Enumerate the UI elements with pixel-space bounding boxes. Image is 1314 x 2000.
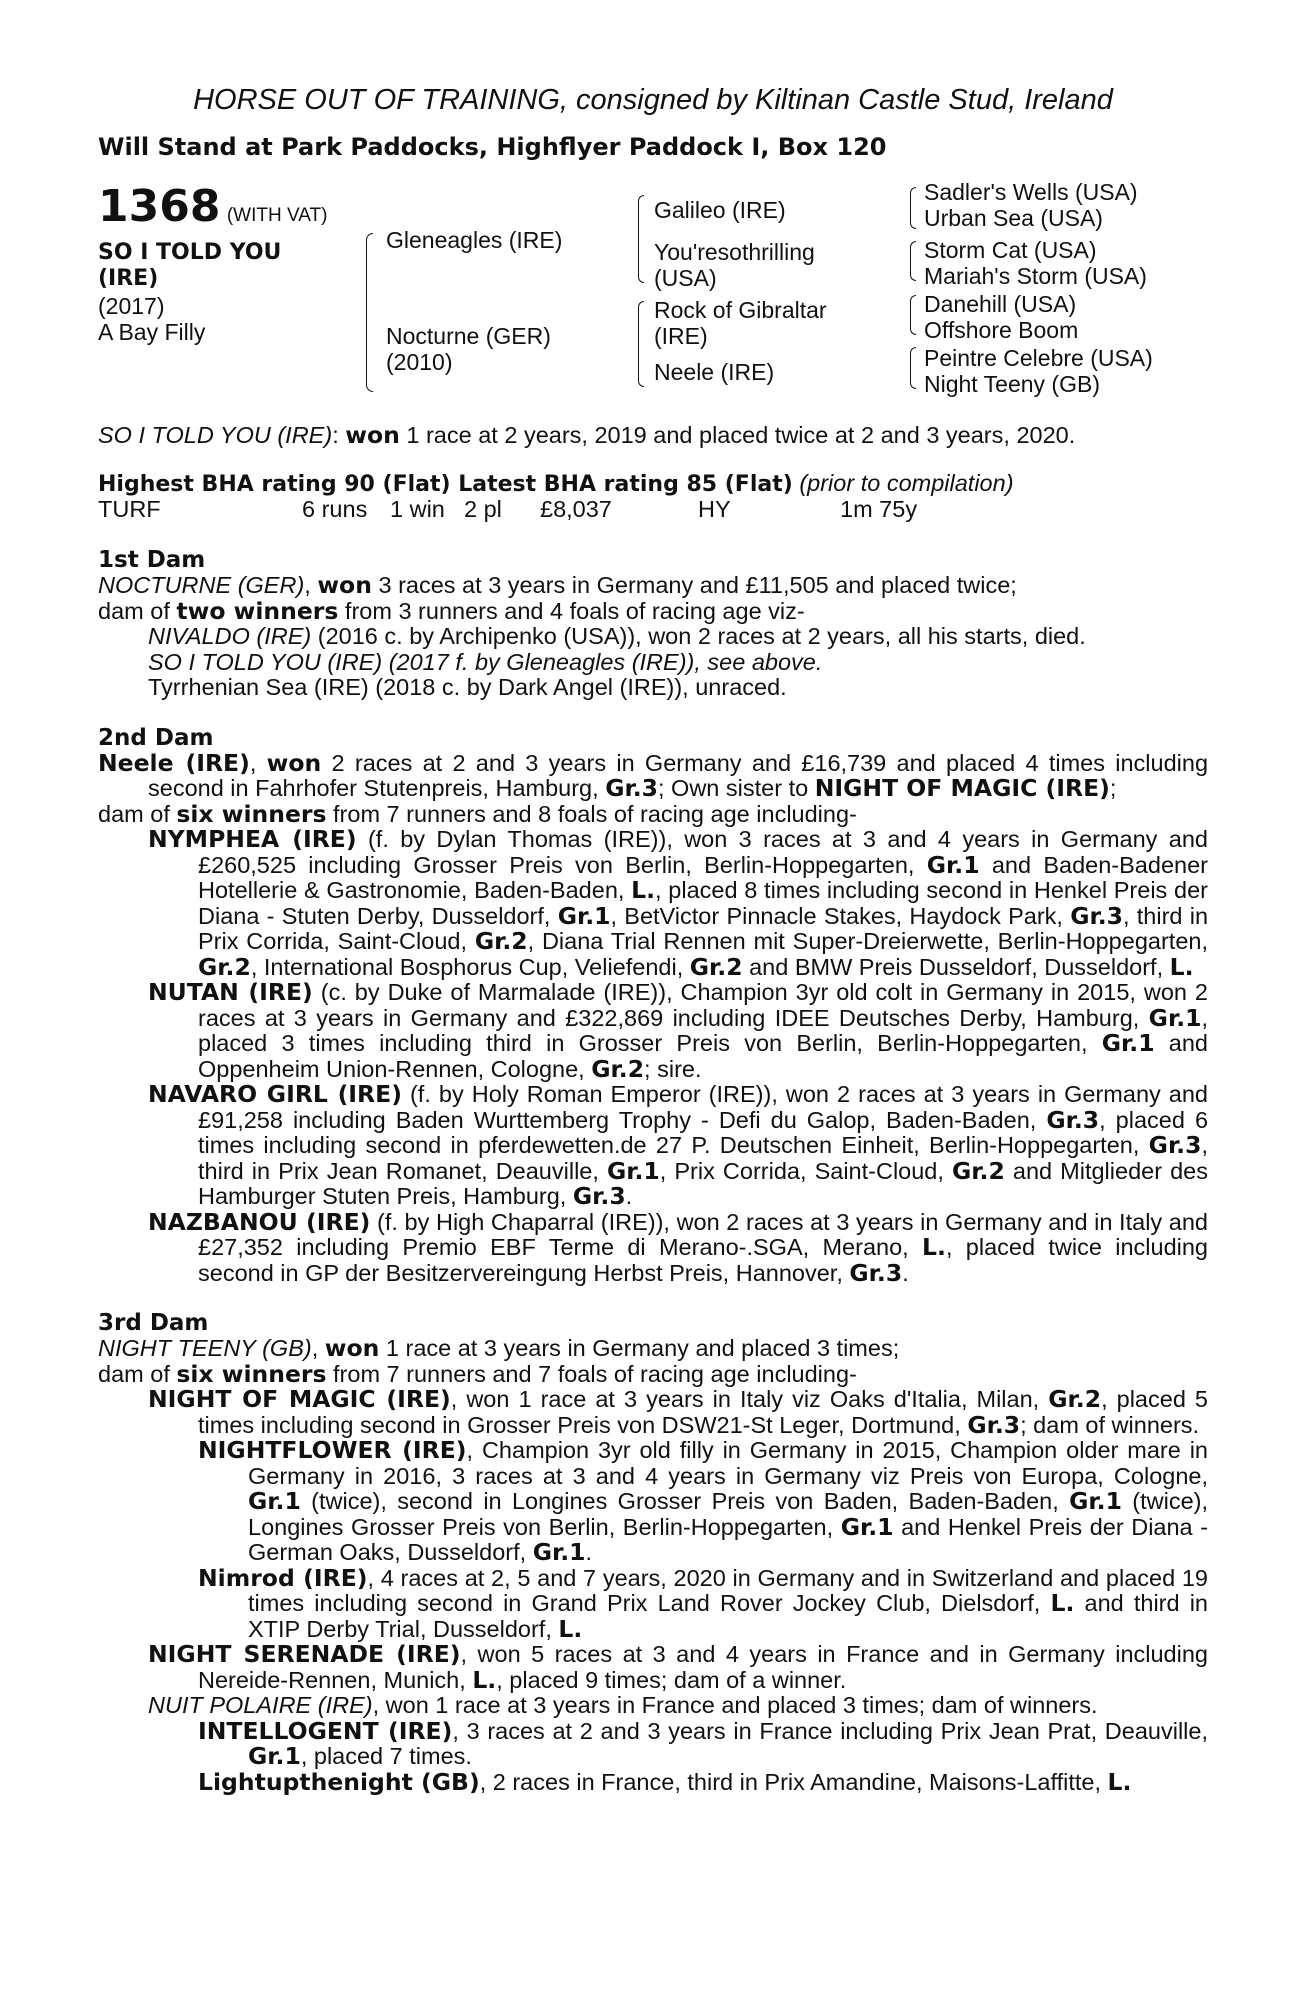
second-dam-record: Neele (IRE), won 2 races at 2 and 3 years in Germany and £16,739 and placed 4 times including second in Fahrhofer Stutenpreis, Hamburg, Gr.3; Own sister to NIGHT OF MAGIC (IRE);	[98, 748, 1209, 802]
produce-nuit-polaire	[98, 1693, 1208, 1719]
produce-text: (f. by Holy Roman Emperor (IRE)), won 2 races at 3 years in Germany and £91,258 including Baden Wurttemberg Trophy - Defi du Galop, Baden-Baden,	[198, 1081, 1209, 1133]
foal-text: (2016 c. by Archipenko (USA)), won 2 races at 2 years, all his starts, died.	[317, 623, 1086, 649]
grade-label: Gr.3	[572, 1182, 626, 1210]
ss-sire: Sadler's Wells (USA)	[924, 179, 1138, 205]
first-dam-title: 1st Dam	[98, 547, 206, 573]
produce-lightupthenight	[98, 1767, 1208, 1796]
grade-label: Gr.3	[1046, 1105, 1100, 1134]
grade-label: Gr.1	[840, 1512, 894, 1541]
grade-label: Gr.3	[605, 774, 658, 802]
gleneagles-brace	[638, 195, 644, 283]
foal-text: (2017 f. by Gleneagles (IRE)), see above.	[388, 648, 823, 675]
grade-label: Gr.3	[967, 1410, 1021, 1439]
produce-nightflower	[98, 1438, 1208, 1566]
produce-text: .	[902, 1259, 909, 1286]
first-dam-text: 3 races at 3 years in Germany and £11,505 and placed twice;	[378, 572, 1017, 598]
youresothrilling-brace	[910, 241, 916, 281]
turf-runs: 6 runs	[302, 496, 368, 522]
sd-sire: Storm Cat (USA)	[924, 237, 1097, 263]
grade-label: L.	[472, 1665, 497, 1694]
lot-number: 1368	[98, 181, 221, 232]
produce-intellogent	[98, 1716, 1208, 1770]
grade-label: Gr.2	[591, 1054, 645, 1083]
dam-of-count: six winners	[176, 799, 327, 828]
produce-name: NUIT POLAIRE (IRE)	[148, 1692, 373, 1718]
dd-sire: Peintre Celebre (USA)	[924, 345, 1153, 371]
race-summary: SO I TOLD YOU (IRE): won 1 race at 2 years, 2019 and placed twice at 2 and 3 years, 2020.	[98, 421, 1076, 449]
grade-label: Gr.1	[1148, 1003, 1202, 1032]
turf-earnings: £8,037	[540, 496, 612, 522]
produce-text: , BetVictor Pinnacle Stakes, Haydock Park,	[610, 902, 1063, 929]
produce-text: , placed 6 times including second in pferdewetten.de 27 P. Deutschen Einheit, Berlin-Hoppegarten,	[198, 1106, 1209, 1158]
dam-of-count: six winners	[176, 1359, 327, 1388]
produce-text: and Baden-Badener Hotellerie & Gastronomie, Baden-Baden,	[198, 851, 1208, 903]
grade-label: L.	[1169, 952, 1194, 981]
page-header: HORSE OUT OF TRAINING, consigned by Kiltinan Castle Stud, Ireland	[193, 84, 1113, 116]
produce-text: and Oppenheim Union-Rennen, Cologne,	[198, 1030, 1208, 1082]
produce-text: , 2 races in France, third in Prix Amandine, Maisons-Laffitte,	[479, 1768, 1101, 1795]
produce-nutan	[98, 980, 1208, 1082]
foal-so-i-told-you	[98, 650, 1208, 676]
sister-name: NIGHT OF MAGIC (IRE)	[814, 774, 1110, 802]
produce-text: , Diana Trial Rennen mit Super-Dreierwette, Berlin-Hoppegarten,	[527, 928, 1208, 954]
second-dam-text: ;	[1109, 775, 1117, 801]
grade-label: Gr.1	[532, 1538, 586, 1566]
horse-description: A Bay Filly	[98, 319, 206, 345]
grade-label: Gr.1	[1069, 1487, 1122, 1515]
dam-dam: Neele (IRE)	[654, 359, 775, 385]
dam-year: (2010)	[386, 349, 453, 375]
grade-label: Gr.2	[474, 927, 528, 955]
galileo-brace	[910, 187, 916, 229]
turf-surface: TURF	[98, 496, 161, 522]
produce-text: , won 1 race at 3 years in France and placed 3 times; dam of winners.	[372, 1692, 1098, 1718]
nocturne-brace	[638, 301, 644, 387]
grade-label: Gr.2	[951, 1156, 1005, 1185]
dam-of-label: dam of	[98, 597, 170, 624]
third-dam-text: 1 race at 3 years in Germany and placed 3 times;	[385, 1335, 900, 1361]
produce-name: NUTAN (IRE)	[148, 978, 313, 1006]
ss-dam: Urban Sea (USA)	[924, 205, 1103, 231]
stand-location: Will Stand at Park Paddocks, Highflyer Paddock I, Box 120	[98, 133, 887, 161]
grade-label: L.	[1050, 1589, 1075, 1617]
sire-brace	[366, 233, 373, 288]
produce-text: (twice), second in Longines Grosser Preis von Baden, Baden-Baden,	[311, 1488, 1059, 1514]
sire-dam-line2: (USA)	[654, 265, 717, 291]
foal-name: SO I TOLD YOU (IRE)	[148, 648, 383, 675]
produce-text: , placed 5 times including second in Grosser Preis von DSW21-St Leger, Dortmund,	[198, 1386, 1208, 1438]
produce-text: , placed 8 times including second in Henkel Preis der Diana - Stuten Derby, Dusseldorf,	[198, 877, 1208, 929]
grade-label: Gr.2	[689, 952, 743, 981]
turf-wins: 1 win	[390, 496, 445, 522]
produce-night-of-magic	[98, 1387, 1208, 1438]
summary-text: 1 race at 2 years, 2019 and placed twice at 2 and 3 years, 2020.	[406, 422, 1076, 448]
produce-text: , third in Prix Corrida, Saint-Cloud,	[198, 902, 1209, 954]
produce-name: Lightupthenight (GB)	[198, 1767, 480, 1796]
foal-tyrrhenian-sea: Tyrrhenian Sea (IRE) (2018 c. by Dark Angel (IRE)), unraced.	[148, 674, 787, 700]
dam-of-text: from 7 runners and 8 foals of racing age including-	[333, 800, 857, 827]
produce-text: , 3 races at 2 and 3 years in France including Prix Jean Prat, Deauville,	[452, 1717, 1208, 1744]
foaling-year: (2017)	[98, 293, 165, 319]
foal-name: NIVALDO (IRE)	[148, 623, 312, 649]
produce-text: and BMW Preis Dusseldorf, Dusseldorf,	[749, 953, 1164, 980]
grade-label: Gr.2	[1048, 1385, 1102, 1413]
third-dam-won: won	[324, 1334, 380, 1362]
neele-brace	[910, 347, 916, 389]
grade-label: Gr.1	[606, 1156, 660, 1185]
first-dam-name: NOCTURNE (GER)	[98, 572, 305, 598]
ratings-line	[98, 471, 1208, 498]
produce-text: , placed 3 times including third in Grosser Preis von Berlin, Berlin-Hoppegarten,	[198, 1004, 1209, 1056]
produce-text: and Mitglieder des Hamburger Stuten Preis, Hamburg,	[198, 1157, 1208, 1209]
produce-text: (twice), Longines Grosser Preis von Berlin, Berlin-Hoppegarten,	[248, 1488, 1209, 1540]
summary-name: SO I TOLD YOU (IRE)	[98, 422, 333, 448]
grade-label: L.	[558, 1614, 583, 1643]
dam: Nocturne (GER)	[386, 323, 551, 349]
produce-text: ; sire.	[644, 1055, 702, 1082]
produce-text: and Henkel Preis der Diana - German Oaks, Dusseldorf,	[248, 1513, 1209, 1565]
produce-name: NIGHT SERENADE (IRE)	[148, 1640, 461, 1668]
produce-text: (f. by Dylan Thomas (IRE)), won 3 races at 3 and 4 years in Germany and £260,525 including Grosser Preis von Berlin, Berlin-Hoppegarten,	[198, 826, 1209, 878]
produce-text: , won 1 race at 3 years in Italy viz Oaks d'Italia, Milan,	[450, 1386, 1040, 1412]
produce-text: , placed twice including second in GP der Besitzervereingung Herbst Preis, Hannover,	[198, 1234, 1208, 1286]
produce-name: NIGHTFLOWER (IRE)	[198, 1436, 467, 1464]
ds-sire: Danehill (USA)	[924, 291, 1077, 317]
produce-nazbanou	[98, 1207, 1208, 1287]
third-dam-name: NIGHT TEENY (GB)	[98, 1335, 312, 1361]
produce-text: , third in Prix Jean Romanet, Deauville,	[198, 1132, 1208, 1184]
third-dam-produce	[98, 1359, 1208, 1388]
sire-brace-lower	[366, 287, 373, 339]
produce-text: ; dam of winners.	[1020, 1411, 1200, 1438]
dam-of-text: from 7 runners and 7 foals of racing age including-	[333, 1360, 857, 1387]
sd-dam: Mariah's Storm (USA)	[924, 263, 1147, 289]
produce-text: and third in XTIP Derby Trial, Dusseldorf,	[248, 1590, 1208, 1642]
third-dam-record: NIGHT TEENY (GB), won 1 race at 3 years in Germany and placed 3 times;	[98, 1334, 900, 1362]
vat-note: (WITH VAT)	[226, 205, 328, 226]
dam-brace	[366, 339, 373, 392]
produce-navaro-girl	[98, 1082, 1208, 1210]
turf-distance: 1m 75y	[840, 496, 918, 522]
turf-placed: 2 pl	[464, 496, 502, 522]
produce-nymphea	[98, 827, 1208, 980]
horse-name-line2: (IRE)	[98, 266, 159, 291]
produce-name: INTELLOGENT (IRE)	[198, 1716, 453, 1745]
rockofgibraltar-brace	[910, 295, 916, 335]
sire-dam-line1: You'resothrilling	[654, 239, 815, 265]
first-dam-record: NOCTURNE (GER), won 3 races at 3 years in Germany and £11,505 and placed twice;	[98, 571, 1017, 599]
grade-label: Gr.2	[198, 952, 251, 981]
produce-text: , placed 9 times; dam of a winner.	[496, 1666, 847, 1693]
grade-label: L.	[1107, 1767, 1132, 1796]
produce-night-serenade	[98, 1642, 1208, 1693]
grade-label: Gr.3	[1148, 1131, 1202, 1159]
third-dam-title: 3rd Dam	[98, 1310, 209, 1336]
produce-text: (c. by Duke of Marmalade (IRE)), Champion 3yr old colt in Germany in 2015, won 2 races at 3 years in Germany and £322,869 including IDEE Deutsches Derby, Hamburg,	[198, 979, 1208, 1031]
sire: Gleneagles (IRE)	[386, 227, 563, 253]
turf-record	[98, 497, 1208, 523]
first-dam-won: won	[317, 571, 372, 599]
turf-going: HY	[698, 496, 731, 522]
produce-text: .	[625, 1183, 633, 1209]
sire-sire: Galileo (IRE)	[654, 197, 786, 223]
second-dam-text: ; Own sister to	[658, 775, 809, 801]
grade-label: L.	[922, 1233, 946, 1261]
second-dam-text: 2 races at 2 and 3 years in Germany and £16,739 and placed 4 times including second in Fahrhofer Stutenpreis, Hamburg,	[148, 749, 1209, 801]
grade-label: Gr.3	[1070, 901, 1124, 930]
produce-text: .	[585, 1539, 593, 1565]
produce-text: , Champion 3yr old filly in Germany in 2015, Champion older mare in Germany in 2016, 3 races at 3 and 4 years in Germany viz Preis von Europa, Cologne,	[248, 1437, 1208, 1489]
produce-name: NAVARO GIRL (IRE)	[148, 1080, 402, 1108]
summary-won: won	[345, 421, 400, 449]
grade-label: Gr.1	[248, 1742, 301, 1770]
dam-sire-line1: Rock of Gibraltar	[654, 297, 827, 323]
lot-number-line	[98, 183, 327, 231]
grade-label: Gr.3	[849, 1258, 903, 1287]
second-dam-title: 2nd Dam	[98, 724, 214, 751]
ratings-note: (prior to compilation)	[799, 469, 1014, 496]
grade-label: Gr.1	[926, 850, 980, 879]
grade-label: Gr.1	[248, 1487, 301, 1515]
produce-nimrod	[98, 1563, 1209, 1643]
dam-of-label: dam of	[98, 1360, 170, 1387]
produce-text: (f. by High Chaparral (IRE)), won 2 races at 3 years in Germany and in Italy and £27,352 including Premio EBF Terme di Merano-.SGA, Merano,	[198, 1208, 1208, 1260]
grade-label: Gr.1	[557, 901, 611, 930]
second-dam-produce	[98, 799, 1208, 828]
produce-name: NYMPHEA (IRE)	[148, 825, 357, 853]
ratings-bold: Highest BHA rating 90 (Flat) Latest BHA rating 85 (Flat)	[98, 471, 793, 497]
dam-of-count: two winners	[176, 596, 339, 625]
second-dam-won: won	[266, 748, 322, 777]
dam-sire-line2: (IRE)	[654, 323, 708, 349]
grade-label: L.	[631, 876, 656, 904]
produce-name: NIGHT OF MAGIC (IRE)	[148, 1385, 451, 1413]
produce-text: , Prix Corrida, Saint-Cloud,	[659, 1157, 944, 1184]
produce-text: , International Bosphorus Cup, Veliefendi,	[250, 953, 684, 980]
horse-name-line1: SO I TOLD YOU	[98, 240, 282, 265]
second-dam-name: Neele (IRE)	[98, 748, 250, 777]
produce-text: , won 5 races at 3 and 4 years in France and in Germany including Nereide-Rennen, Munich,	[198, 1641, 1208, 1693]
dd-dam: Night Teeny (GB)	[924, 371, 1100, 397]
pedigree-block	[98, 179, 1208, 423]
first-dam-produce	[98, 596, 1208, 625]
dam-of-text: from 3 runners and 4 foals of racing age viz-	[344, 597, 805, 624]
produce-name: NAZBANOU (IRE)	[148, 1207, 371, 1236]
ds-dam: Offshore Boom	[924, 317, 1079, 343]
catalogue-page	[98, 84, 1208, 1795]
produce-text: , 4 races at 2, 5 and 7 years, 2020 in Germany and in Switzerland and placed 19 times including second in Grand Prix Land Rover Jockey Club, Dielsdorf,	[248, 1564, 1209, 1616]
produce-name: Nimrod (IRE)	[198, 1563, 368, 1592]
produce-text: , placed 7 times.	[300, 1743, 472, 1769]
dam-of-label: dam of	[98, 800, 170, 827]
foal-nivaldo	[98, 624, 1208, 650]
grade-label: Gr.1	[1101, 1029, 1155, 1057]
